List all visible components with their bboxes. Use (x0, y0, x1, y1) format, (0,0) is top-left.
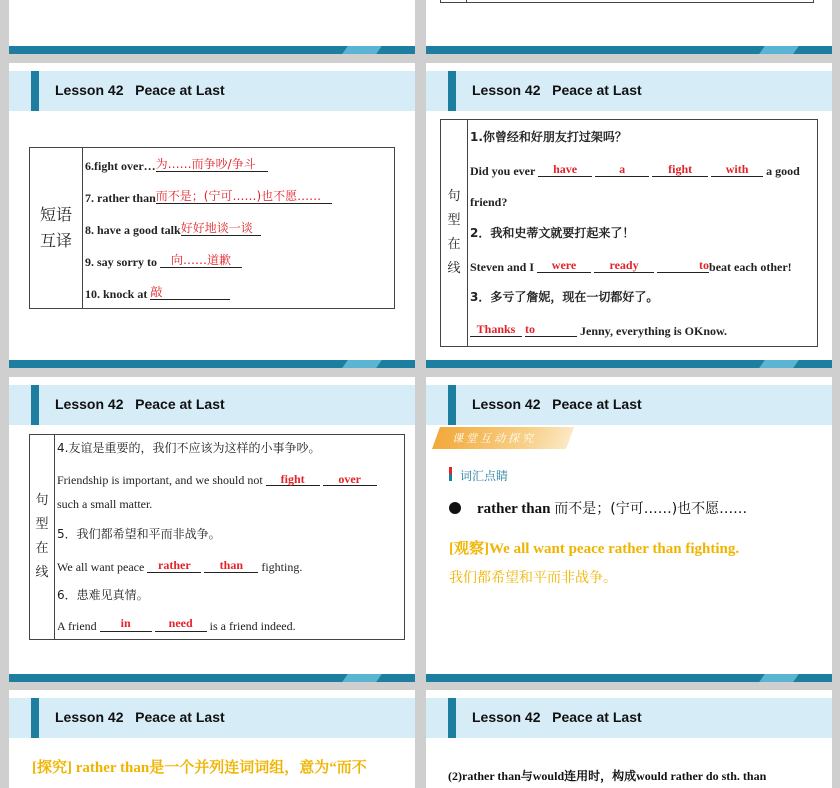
slide-explore (9, 690, 415, 788)
answer-blank (595, 164, 649, 177)
label-char: 在 (447, 237, 461, 252)
title-bar (9, 385, 415, 425)
sentence-text: Steven and I (470, 260, 535, 274)
label-char: 线 (447, 261, 461, 276)
title-accent (448, 385, 456, 425)
title-accent (31, 385, 39, 425)
observe-example: [观察]We all want peace rather than fighting. (449, 541, 740, 557)
sentence-cn: 4.友谊是重要的，我们不应该为这样的小事争吵。 (57, 441, 321, 455)
label-char: 句 (35, 493, 49, 508)
answer-blank (160, 255, 242, 268)
title-accent (31, 698, 39, 738)
answer-blank (150, 287, 230, 300)
sentence-table (440, 119, 818, 347)
title-accent (31, 71, 39, 111)
sentence-en: such a small matter. (57, 497, 153, 511)
sentence-text: Jenny, everything is OKnow. (580, 324, 728, 338)
sentence-cn: 5．我们都希望和平而非战争。 (57, 527, 221, 541)
answer-text: a (619, 162, 626, 176)
answer-text: over (338, 472, 361, 486)
title-bar (426, 698, 832, 738)
label-char: 句 (447, 189, 461, 204)
table-edge (440, 0, 814, 3)
phrase-line (477, 498, 747, 518)
explore-text: [探究] rather than是一个并列连词词组，意为“而不 (32, 760, 367, 776)
answer-text: 敲 (150, 285, 163, 299)
phrase-item (85, 276, 394, 308)
phrase-list (83, 148, 395, 309)
answer-blank (537, 260, 591, 273)
answer-blank (204, 560, 258, 573)
sentence-table-label (30, 435, 55, 640)
section-title: 词汇点睛 (460, 469, 509, 483)
phrase-en: 8. have a good talk (85, 223, 181, 237)
observe-translation: 我们都希望和平而非战争。 (449, 570, 617, 586)
slide-note (426, 690, 832, 788)
sentence-en: friend? (470, 195, 508, 209)
sentence-en (57, 549, 402, 581)
slide-sentences-2 (9, 377, 415, 682)
answer-text: than (219, 558, 243, 572)
label-char: 线 (35, 565, 49, 580)
sentence-text: beat each other! (709, 260, 792, 274)
answer-text: with (725, 162, 749, 176)
sentence-table-label (441, 120, 468, 347)
slide-vocabulary (426, 377, 832, 682)
answer-text: in (120, 616, 131, 630)
answer-blank (323, 473, 377, 486)
title-accent (448, 71, 456, 111)
answer-text: have (553, 162, 578, 176)
title-bar (9, 698, 415, 738)
title-bar (426, 71, 832, 111)
title-accent (448, 698, 456, 738)
answer-blank (711, 164, 763, 177)
lesson-title: Lesson 42 Peace at Last (55, 709, 225, 725)
answer-text: to (699, 258, 710, 272)
slide-phrase-translation (9, 63, 415, 368)
label-char: 型 (447, 213, 461, 228)
sentence-text: is a friend indeed. (209, 619, 296, 633)
sentence-text: We all want peace (57, 560, 145, 574)
section-banner-text: 课堂互动探究 (452, 432, 536, 445)
slide-bottom-stripe (9, 360, 415, 368)
phrase-en: 9. say sorry to (85, 255, 157, 269)
answer-blank (100, 616, 152, 632)
phrase-item (85, 212, 394, 244)
lesson-title: Lesson 42 Peace at Last (55, 82, 225, 98)
answer-text: to (525, 322, 535, 336)
answer-text: 为……而争吵/争斗 (155, 157, 256, 171)
phrase-cn: 而不是；(宁可……)也不愿…… (554, 501, 748, 517)
answer-blank (538, 164, 592, 177)
sentence-cn: 6．患难见真情。 (57, 588, 149, 602)
answer-blank (155, 616, 207, 632)
slide-sentences-1 (426, 63, 832, 368)
answer-text: 好好地谈一谈 (180, 221, 253, 235)
answer-text: fight (280, 472, 305, 486)
answer-text: were (551, 258, 577, 272)
sentence-en (470, 313, 815, 345)
section-marker (449, 467, 452, 481)
note-text: (2)rather than与would连用时，构成would rather do sth. than (448, 769, 767, 783)
sentence-cn: 3．多亏了詹妮，现在一切都好了。 (470, 290, 659, 304)
lesson-title: Lesson 42 Peace at Last (472, 396, 642, 412)
answer-blank (147, 560, 201, 573)
answer-text: rather (158, 558, 191, 572)
label-line-1: 短语 (39, 205, 72, 224)
slide-bottom-stripe (426, 46, 832, 54)
sentence-text: Friendship is important, and we should not (57, 473, 263, 487)
answer-blank (470, 324, 522, 337)
slide-bottom-stripe (426, 360, 832, 368)
label-char: 型 (35, 517, 49, 532)
answer-text: 向……道歉 (170, 253, 231, 267)
lesson-title: Lesson 42 Peace at Last (472, 709, 642, 725)
sentence-cn: 2．我和史蒂文就要打起来了！ (470, 226, 635, 240)
sentence-list (468, 120, 818, 347)
sentence-en (57, 609, 402, 639)
answer-blank (156, 159, 268, 172)
answer-blank (525, 324, 577, 337)
answer-blank (652, 164, 708, 177)
slide-bottom-stripe (426, 674, 832, 682)
phrase-en: 10. knock at (85, 287, 148, 301)
sentence-cn: 1.你曾经和好朋友打过架吗？ (470, 130, 627, 144)
phrase-en: 6.fight over… (85, 159, 156, 173)
slide-top-left (9, 0, 415, 54)
answer-blank (156, 191, 332, 204)
label-line-2: 互译 (39, 231, 72, 250)
lesson-title: Lesson 42 Peace at Last (55, 396, 225, 412)
phrase-item (85, 148, 394, 180)
sentence-table (29, 434, 405, 640)
phrase-en: 7. rather than (85, 191, 156, 205)
title-bar (9, 71, 415, 111)
sentence-text: a good (766, 164, 800, 178)
answer-text: Thanks (476, 322, 516, 336)
slide-bottom-stripe (9, 46, 415, 54)
phrase-item (85, 180, 394, 212)
sentence-text: A friend (57, 619, 97, 633)
phrase-table-label (30, 148, 83, 309)
phrase-en: rather than (477, 501, 551, 517)
sentence-text: Did you ever (470, 164, 536, 178)
title-bar (426, 385, 832, 425)
lesson-title: Lesson 42 Peace at Last (472, 82, 642, 98)
sentence-text: fighting. (261, 560, 303, 574)
phrase-item (85, 244, 394, 276)
sentence-en (470, 249, 815, 281)
label-char: 在 (35, 541, 49, 556)
sentence-en (470, 153, 815, 185)
sentence-en (57, 461, 402, 493)
answer-text: 而不是；(宁可……)也不愿…… (155, 189, 322, 203)
sentence-list (55, 435, 405, 640)
table-divider (466, 0, 467, 3)
phrase-table (29, 147, 395, 309)
slide-bottom-stripe (9, 674, 415, 682)
answer-blank (266, 473, 320, 486)
answer-text: fight (668, 162, 693, 176)
bullet-dot (449, 502, 461, 514)
slide-top-right (426, 0, 832, 54)
answer-blank (594, 260, 654, 273)
answer-blank (657, 260, 709, 273)
answer-blank (181, 223, 261, 236)
answer-text: ready (609, 258, 639, 272)
answer-text: need (168, 616, 193, 630)
